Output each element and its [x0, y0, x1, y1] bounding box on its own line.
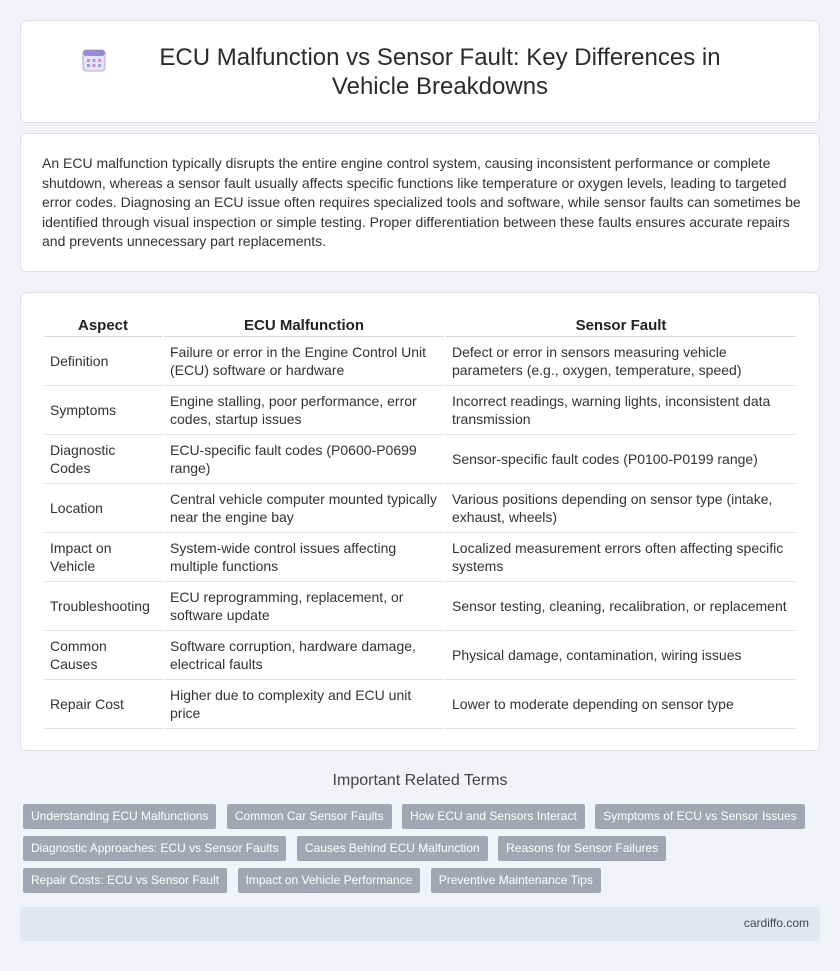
table-row	[44, 631, 796, 680]
cell-ecu: Failure or error in the Engine Control Unit (ECU) software or hardware	[164, 337, 444, 386]
table-row	[44, 582, 796, 631]
cell-ecu: ECU-specific fault codes (P0600-P0699 range)	[164, 435, 444, 484]
cell-sensor: Incorrect readings, warning lights, inconsistent data transmission	[446, 386, 796, 435]
related-term-tag[interactable]: Diagnostic Approaches: ECU vs Sensor Faults	[23, 836, 286, 861]
cell-aspect: Definition	[44, 337, 162, 386]
cell-aspect: Troubleshooting	[44, 582, 162, 631]
related-term-tag[interactable]: Understanding ECU Malfunctions	[23, 804, 216, 829]
header-aspect: Aspect	[44, 315, 162, 337]
page-title: ECU Malfunction vs Sensor Fault: Key Differences in Vehicle Breakdowns	[159, 44, 721, 100]
table-row	[44, 386, 796, 435]
table-row	[44, 484, 796, 533]
comparison-card	[20, 292, 820, 751]
cell-sensor: Lower to moderate depending on sensor type	[446, 680, 796, 729]
comparison-table	[42, 315, 798, 729]
related-term-tag[interactable]: Common Car Sensor Faults	[227, 804, 392, 829]
cell-sensor: Sensor testing, cleaning, recalibration, or replacement	[446, 582, 796, 631]
table-row	[44, 435, 796, 484]
cell-aspect: Repair Cost	[44, 680, 162, 729]
title-card	[20, 20, 820, 123]
cell-sensor: Sensor-specific fault codes (P0100-P0199 range)	[446, 435, 796, 484]
table-header-row	[44, 315, 796, 337]
related-term-tag[interactable]: Reasons for Sensor Failures	[498, 836, 666, 861]
cell-sensor: Physical damage, contamination, wiring issues	[446, 631, 796, 680]
footer-bar	[20, 907, 820, 941]
table-row	[44, 337, 796, 386]
cell-aspect: Symptoms	[44, 386, 162, 435]
cell-ecu: Software corruption, hardware damage, electrical faults	[164, 631, 444, 680]
related-term-tag[interactable]: Preventive Maintenance Tips	[431, 868, 601, 893]
cell-aspect: Diagnostic Codes	[44, 435, 162, 484]
related-term-tag[interactable]: Causes Behind ECU Malfunction	[297, 836, 488, 861]
cell-ecu: ECU reprogramming, replacement, or software update	[164, 582, 444, 631]
intro-paragraph: An ECU malfunction typically disrupts the entire engine control system, causing inconsistent performance or complete shutdown, whereas a sensor fault usually affects specific functions like temperature or oxygen levels, leading to targeted error codes. Diagnosing an ECU issue often requires specialized tools and software, while sensor faults can sometimes be identified through visual inspection or simple testing. Proper differentiation between these faults ensures accurate repairs and prevents unnecessary part replacements.	[42, 155, 801, 249]
cell-aspect: Impact on Vehicle	[44, 533, 162, 582]
header-sensor: Sensor Fault	[446, 315, 796, 337]
related-term-tag[interactable]: How ECU and Sensors Interact	[402, 804, 585, 829]
cell-ecu: System-wide control issues affecting multiple functions	[164, 533, 444, 582]
related-term-tag[interactable]: Symptoms of ECU vs Sensor Issues	[595, 804, 804, 829]
cell-ecu: Engine stalling, poor performance, error codes, startup issues	[164, 386, 444, 435]
cell-aspect: Common Causes	[44, 631, 162, 680]
footer-site-link[interactable]: cardiffo.com	[743, 916, 809, 930]
table-row	[44, 533, 796, 582]
title-wrap	[21, 43, 819, 101]
cell-ecu: Central vehicle computer mounted typically near the engine bay	[164, 484, 444, 533]
cell-sensor: Various positions depending on sensor type (intake, exhaust, wheels)	[446, 484, 796, 533]
table-row	[44, 680, 796, 729]
cell-aspect: Location	[44, 484, 162, 533]
calendar-grid-icon	[81, 47, 107, 73]
intro-card	[20, 133, 820, 272]
related-term-tag[interactable]: Impact on Vehicle Performance	[238, 868, 421, 893]
related-terms-heading: Important Related Terms	[332, 772, 508, 789]
cell-sensor: Localized measurement errors often affecting specific systems	[446, 533, 796, 582]
related-term-tag[interactable]: Repair Costs: ECU vs Sensor Fault	[23, 868, 227, 893]
cell-ecu: Higher due to complexity and ECU unit price	[164, 680, 444, 729]
cell-sensor: Defect or error in sensors measuring vehicle parameters (e.g., oxygen, temperature, speed)	[446, 337, 796, 386]
header-ecu: ECU Malfunction	[164, 315, 444, 337]
related-terms-tags	[23, 804, 813, 900]
